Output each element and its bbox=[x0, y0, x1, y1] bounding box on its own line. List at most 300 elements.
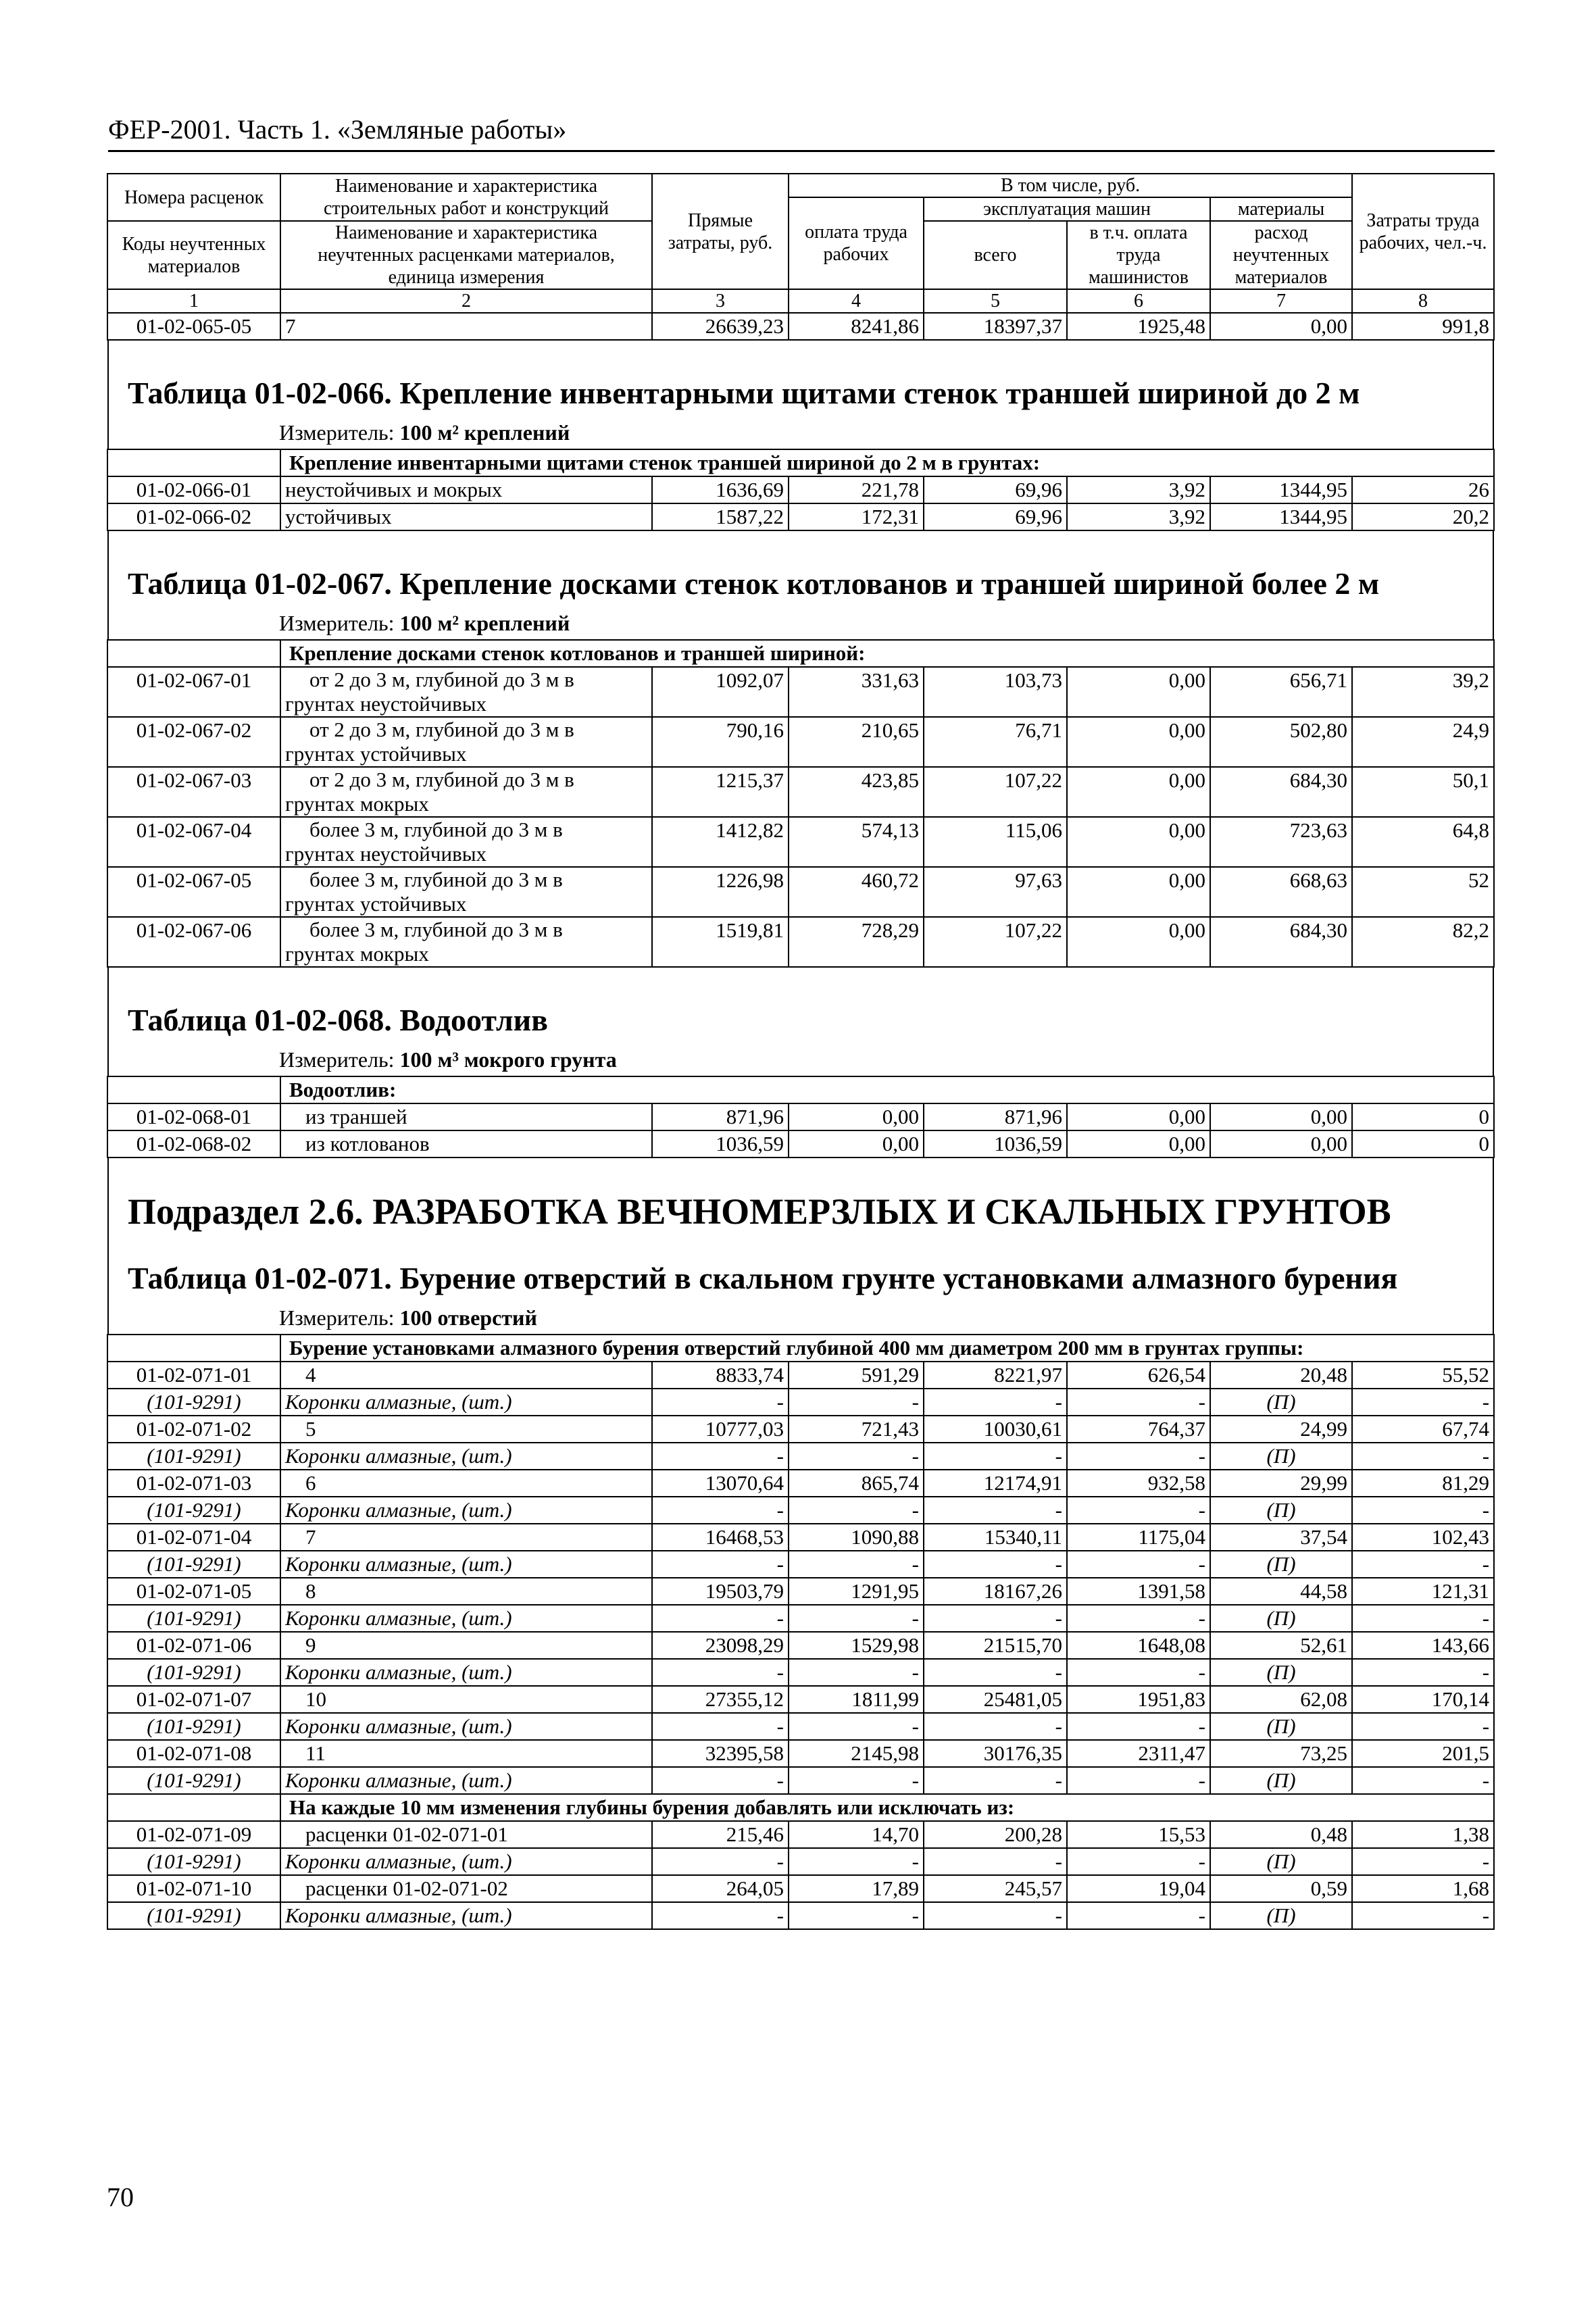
labour-hours: 39,2 bbox=[1352, 667, 1494, 717]
worker-wages: 17,89 bbox=[789, 1875, 924, 1902]
materials: 29,99 bbox=[1210, 1470, 1352, 1497]
materials: 0,00 bbox=[1210, 1130, 1352, 1158]
rate-code: 01-02-071-04 bbox=[107, 1524, 280, 1551]
table-caption: Крепление досками стенок котлованов и траншей шириной: bbox=[280, 640, 1494, 667]
worker-wages: 1529,98 bbox=[789, 1632, 924, 1659]
empty-dash: - bbox=[789, 1605, 924, 1632]
rate-code: 01-02-066-01 bbox=[107, 476, 280, 503]
material-unit: (П) bbox=[1210, 1848, 1352, 1875]
empty-dash: - bbox=[924, 1713, 1067, 1740]
column-number: 1 bbox=[107, 289, 280, 313]
operator-wages: 932,58 bbox=[1067, 1470, 1210, 1497]
table-title: Таблица 01-02-067. Крепление досками стенок котлованов и траншей шириной более 2 м bbox=[128, 566, 1380, 601]
table-title: Таблица 01-02-068. Водоотлив bbox=[128, 1003, 548, 1037]
direct-costs: 13070,64 bbox=[652, 1470, 789, 1497]
material-unit: (П) bbox=[1210, 1605, 1352, 1632]
table-071-additions bbox=[107, 1794, 1494, 1929]
materials: 668,63 bbox=[1210, 867, 1352, 917]
empty-dash: - bbox=[1352, 1902, 1494, 1929]
header-material-consumption: расход неучтенных материалов bbox=[1210, 221, 1352, 289]
table-header bbox=[107, 174, 1494, 340]
table-row bbox=[107, 917, 1494, 967]
machines-total: 69,96 bbox=[924, 476, 1067, 503]
empty-dash: - bbox=[789, 1443, 924, 1470]
table-row bbox=[107, 1875, 1494, 1902]
operator-wages: 19,04 bbox=[1067, 1875, 1210, 1902]
rate-code: 01-02-071-07 bbox=[107, 1686, 280, 1713]
empty-dash: - bbox=[789, 1497, 924, 1524]
worker-wages: 574,13 bbox=[789, 817, 924, 867]
table-row bbox=[107, 1103, 1494, 1130]
empty-dash: - bbox=[924, 1848, 1067, 1875]
table-067 bbox=[107, 530, 1494, 967]
table-row bbox=[107, 1632, 1494, 1659]
empty-dash: - bbox=[924, 1605, 1067, 1632]
empty-dash: - bbox=[789, 1848, 924, 1875]
empty-dash: - bbox=[924, 1497, 1067, 1524]
header-rate-number: Номера расценок bbox=[107, 174, 280, 221]
labour-hours: 0 bbox=[1352, 1103, 1494, 1130]
worker-wages: 8241,86 bbox=[789, 313, 924, 340]
rate-code: 01-02-068-02 bbox=[107, 1130, 280, 1158]
empty-dash: - bbox=[1352, 1551, 1494, 1578]
rate-code: 01-02-071-06 bbox=[107, 1632, 280, 1659]
header-materials: материалы bbox=[1210, 197, 1352, 221]
column-number: 8 bbox=[1352, 289, 1494, 313]
empty-dash: - bbox=[652, 1848, 789, 1875]
work-name: 7 bbox=[280, 313, 652, 340]
table-row bbox=[107, 476, 1494, 503]
empty-dash: - bbox=[789, 1551, 924, 1578]
measure-unit: Измеритель: 100 м² креплений bbox=[279, 611, 570, 635]
subsection-title: Подраздел 2.6. РАЗРАБОТКА ВЕЧНОМЕРЗЛЫХ И СКАЛЬНЫХ ГРУНТОВ bbox=[128, 1191, 1391, 1232]
work-name bbox=[280, 817, 652, 867]
material-row bbox=[107, 1443, 1494, 1470]
machines-total: 76,71 bbox=[924, 717, 1067, 767]
labour-hours: 0 bbox=[1352, 1130, 1494, 1158]
labour-hours: 26 bbox=[1352, 476, 1494, 503]
work-name: из траншей bbox=[280, 1103, 652, 1130]
operator-wages: 0,00 bbox=[1067, 867, 1210, 917]
work-name-line: грунтах неустойчивых bbox=[285, 692, 487, 716]
header-machines-total: всего bbox=[924, 221, 1067, 289]
rate-code: 01-02-068-01 bbox=[107, 1103, 280, 1130]
work-name: 11 bbox=[280, 1740, 652, 1767]
work-name bbox=[280, 867, 652, 917]
direct-costs: 16468,53 bbox=[652, 1524, 789, 1551]
empty-dash: - bbox=[1067, 1605, 1210, 1632]
empty-dash: - bbox=[1067, 1443, 1210, 1470]
table-row bbox=[107, 767, 1494, 817]
table-row bbox=[107, 503, 1494, 530]
worker-wages: 210,65 bbox=[789, 717, 924, 767]
running-head: ФЕР-2001. Часть 1. «Земляные работы» bbox=[108, 114, 567, 145]
worker-wages: 423,85 bbox=[789, 767, 924, 817]
empty-dash: - bbox=[1352, 1767, 1494, 1794]
material-row bbox=[107, 1497, 1494, 1524]
empty-dash: - bbox=[1352, 1497, 1494, 1524]
material-unit: (П) bbox=[1210, 1443, 1352, 1470]
materials: 24,99 bbox=[1210, 1416, 1352, 1443]
table-row bbox=[107, 1524, 1494, 1551]
material-name: Коронки алмазные, (шт.) bbox=[280, 1659, 652, 1686]
materials: 684,30 bbox=[1210, 917, 1352, 967]
rate-code: 01-02-067-01 bbox=[107, 667, 280, 717]
material-unit: (П) bbox=[1210, 1551, 1352, 1578]
direct-costs: 32395,58 bbox=[652, 1740, 789, 1767]
material-name: Коронки алмазные, (шт.) bbox=[280, 1713, 652, 1740]
material-code: (101-9291) bbox=[107, 1713, 280, 1740]
empty-dash: - bbox=[1067, 1659, 1210, 1686]
table-row bbox=[107, 1686, 1494, 1713]
labour-hours: 50,1 bbox=[1352, 767, 1494, 817]
material-code: (101-9291) bbox=[107, 1605, 280, 1632]
material-unit: (П) bbox=[1210, 1902, 1352, 1929]
work-name: из котлованов bbox=[280, 1130, 652, 1158]
material-row bbox=[107, 1848, 1494, 1875]
operator-wages: 1925,48 bbox=[1067, 313, 1210, 340]
empty-dash: - bbox=[789, 1659, 924, 1686]
machines-total: 245,57 bbox=[924, 1875, 1067, 1902]
material-unit: (П) bbox=[1210, 1659, 1352, 1686]
empty-dash: - bbox=[652, 1902, 789, 1929]
measure-unit: Измеритель: 100 м² креплений bbox=[279, 420, 570, 445]
work-name-line: грунтах устойчивых bbox=[285, 742, 467, 766]
direct-costs: 264,05 bbox=[652, 1875, 789, 1902]
machines-total: 107,22 bbox=[924, 767, 1067, 817]
operator-wages: 1391,58 bbox=[1067, 1578, 1210, 1605]
empty-dash: - bbox=[789, 1767, 924, 1794]
empty-dash: - bbox=[1067, 1713, 1210, 1740]
work-name-line: грунтах мокрых bbox=[285, 792, 429, 816]
empty-dash: - bbox=[1352, 1389, 1494, 1416]
page-number: 70 bbox=[107, 2182, 134, 2212]
labour-hours: 170,14 bbox=[1352, 1686, 1494, 1713]
operator-wages: 3,92 bbox=[1067, 503, 1210, 530]
material-row bbox=[107, 1767, 1494, 1794]
labour-hours: 991,8 bbox=[1352, 313, 1494, 340]
table-row bbox=[107, 1470, 1494, 1497]
header-material-names: Наименование и характеристика неучтенных расценками материалов, единица измерения bbox=[280, 221, 652, 289]
operator-wages: 2311,47 bbox=[1067, 1740, 1210, 1767]
empty-dash: - bbox=[924, 1443, 1067, 1470]
material-code: (101-9291) bbox=[107, 1443, 280, 1470]
direct-costs: 1587,22 bbox=[652, 503, 789, 530]
empty-dash: - bbox=[1067, 1767, 1210, 1794]
header-direct-costs: Прямые затраты, руб. bbox=[652, 174, 789, 289]
direct-costs: 23098,29 bbox=[652, 1632, 789, 1659]
direct-costs: 1226,98 bbox=[652, 867, 789, 917]
materials: 723,63 bbox=[1210, 817, 1352, 867]
rate-code: 01-02-071-03 bbox=[107, 1470, 280, 1497]
empty-dash: - bbox=[924, 1389, 1067, 1416]
table-068 bbox=[107, 967, 1494, 1158]
empty-dash: - bbox=[1067, 1551, 1210, 1578]
machines-total: 18397,37 bbox=[924, 313, 1067, 340]
column-number: 7 bbox=[1210, 289, 1352, 313]
machines-total: 25481,05 bbox=[924, 1686, 1067, 1713]
header-operator-wages: в т.ч. оплата труда машинистов bbox=[1067, 221, 1210, 289]
operator-wages: 0,00 bbox=[1067, 817, 1210, 867]
table-066 bbox=[107, 340, 1494, 530]
rate-code: 01-02-067-06 bbox=[107, 917, 280, 967]
worker-wages: 1811,99 bbox=[789, 1686, 924, 1713]
worker-wages: 721,43 bbox=[789, 1416, 924, 1443]
material-code: (101-9291) bbox=[107, 1389, 280, 1416]
table-row bbox=[107, 1416, 1494, 1443]
operator-wages: 15,53 bbox=[1067, 1821, 1210, 1848]
materials: 44,58 bbox=[1210, 1578, 1352, 1605]
worker-wages: 14,70 bbox=[789, 1821, 924, 1848]
worker-wages: 865,74 bbox=[789, 1470, 924, 1497]
machines-total: 200,28 bbox=[924, 1821, 1067, 1848]
operator-wages: 0,00 bbox=[1067, 917, 1210, 967]
materials: 0,48 bbox=[1210, 1821, 1352, 1848]
direct-costs: 1519,81 bbox=[652, 917, 789, 967]
empty-dash: - bbox=[652, 1497, 789, 1524]
work-name: неустойчивых и мокрых bbox=[280, 476, 652, 503]
material-name: Коронки алмазные, (шт.) bbox=[280, 1551, 652, 1578]
measure-unit: Измеритель: 100 м³ мокрого грунта bbox=[279, 1047, 617, 1072]
work-name: устойчивых bbox=[280, 503, 652, 530]
table-071 bbox=[107, 1158, 1494, 1794]
direct-costs: 790,16 bbox=[652, 717, 789, 767]
material-name: Коронки алмазные, (шт.) bbox=[280, 1767, 652, 1794]
work-name-line: от 2 до 3 м, глубиной до 3 м в bbox=[309, 768, 574, 791]
machines-total: 97,63 bbox=[924, 867, 1067, 917]
table-caption: На каждые 10 мм изменения глубины бурения добавлять или исключать из: bbox=[280, 1794, 1494, 1821]
labour-hours: 20,2 bbox=[1352, 503, 1494, 530]
work-name: 4 bbox=[280, 1362, 652, 1389]
table-caption: Водоотлив: bbox=[280, 1076, 1494, 1103]
materials: 0,00 bbox=[1210, 313, 1352, 340]
machines-total: 103,73 bbox=[924, 667, 1067, 717]
labour-hours: 67,74 bbox=[1352, 1416, 1494, 1443]
materials: 656,71 bbox=[1210, 667, 1352, 717]
work-name: расценки 01-02-071-01 bbox=[280, 1821, 652, 1848]
material-code: (101-9291) bbox=[107, 1902, 280, 1929]
direct-costs: 1412,82 bbox=[652, 817, 789, 867]
empty-dash: - bbox=[924, 1767, 1067, 1794]
empty-dash: - bbox=[789, 1713, 924, 1740]
empty-dash: - bbox=[652, 1767, 789, 1794]
worker-wages: 221,78 bbox=[789, 476, 924, 503]
direct-costs: 26639,23 bbox=[652, 313, 789, 340]
material-name: Коронки алмазные, (шт.) bbox=[280, 1848, 652, 1875]
direct-costs: 8833,74 bbox=[652, 1362, 789, 1389]
work-name-line: грунтах устойчивых bbox=[285, 892, 467, 916]
labour-hours: 52 bbox=[1352, 867, 1494, 917]
empty-dash: - bbox=[652, 1443, 789, 1470]
material-unit: (П) bbox=[1210, 1713, 1352, 1740]
material-name: Коронки алмазные, (шт.) bbox=[280, 1902, 652, 1929]
empty-dash: - bbox=[652, 1389, 789, 1416]
materials: 73,25 bbox=[1210, 1740, 1352, 1767]
rate-code: 01-02-071-02 bbox=[107, 1416, 280, 1443]
table-row bbox=[107, 867, 1494, 917]
header-material-codes: Коды неучтенных материалов bbox=[107, 221, 280, 289]
work-name-line: более 3 м, глубиной до 3 м в bbox=[309, 868, 563, 891]
table-row bbox=[107, 313, 1494, 340]
empty-dash: - bbox=[924, 1659, 1067, 1686]
machines-total: 12174,91 bbox=[924, 1470, 1067, 1497]
rate-code: 01-02-067-05 bbox=[107, 867, 280, 917]
direct-costs: 10777,03 bbox=[652, 1416, 789, 1443]
header-work-name: Наименование и характеристика строительных работ и конструкций bbox=[280, 174, 652, 221]
column-number: 3 bbox=[652, 289, 789, 313]
materials: 502,80 bbox=[1210, 717, 1352, 767]
operator-wages: 0,00 bbox=[1067, 767, 1210, 817]
table-row bbox=[107, 1130, 1494, 1158]
table-row bbox=[107, 1740, 1494, 1767]
work-name: 7 bbox=[280, 1524, 652, 1551]
work-name-line: более 3 м, глубиной до 3 м в bbox=[309, 918, 563, 941]
labour-hours: 102,43 bbox=[1352, 1524, 1494, 1551]
labour-hours: 201,5 bbox=[1352, 1740, 1494, 1767]
empty-dash: - bbox=[1067, 1902, 1210, 1929]
column-number: 5 bbox=[924, 289, 1067, 313]
rate-code: 01-02-067-03 bbox=[107, 767, 280, 817]
material-code: (101-9291) bbox=[107, 1767, 280, 1794]
empty-dash: - bbox=[924, 1551, 1067, 1578]
table-row bbox=[107, 1362, 1494, 1389]
work-name bbox=[280, 667, 652, 717]
work-name bbox=[280, 767, 652, 817]
table-row bbox=[107, 1578, 1494, 1605]
table-row bbox=[107, 667, 1494, 717]
labour-hours: 81,29 bbox=[1352, 1470, 1494, 1497]
measure-unit: Измеритель: 100 отверстий bbox=[279, 1305, 537, 1330]
empty-dash: - bbox=[1352, 1605, 1494, 1632]
table-row bbox=[107, 717, 1494, 767]
empty-dash: - bbox=[652, 1659, 789, 1686]
direct-costs: 1636,69 bbox=[652, 476, 789, 503]
empty-dash: - bbox=[789, 1389, 924, 1416]
worker-wages: 1291,95 bbox=[789, 1578, 924, 1605]
header-labour-costs: Затраты труда рабочих, чел.-ч. bbox=[1352, 174, 1494, 289]
machines-total: 107,22 bbox=[924, 917, 1067, 967]
materials: 0,00 bbox=[1210, 1103, 1352, 1130]
material-name: Коронки алмазные, (шт.) bbox=[280, 1389, 652, 1416]
empty-dash: - bbox=[1352, 1713, 1494, 1740]
direct-costs: 19503,79 bbox=[652, 1578, 789, 1605]
machines-total: 30176,35 bbox=[924, 1740, 1067, 1767]
work-name: 6 bbox=[280, 1470, 652, 1497]
operator-wages: 1648,08 bbox=[1067, 1632, 1210, 1659]
work-name: 10 bbox=[280, 1686, 652, 1713]
material-row bbox=[107, 1389, 1494, 1416]
empty-dash: - bbox=[652, 1551, 789, 1578]
labour-hours: 24,9 bbox=[1352, 717, 1494, 767]
work-name-line: от 2 до 3 м, глубиной до 3 м в bbox=[309, 668, 574, 691]
materials: 37,54 bbox=[1210, 1524, 1352, 1551]
labour-hours: 82,2 bbox=[1352, 917, 1494, 967]
labour-hours: 1,68 bbox=[1352, 1875, 1494, 1902]
column-number: 2 bbox=[280, 289, 652, 313]
empty-dash: - bbox=[1067, 1848, 1210, 1875]
materials: 62,08 bbox=[1210, 1686, 1352, 1713]
rate-code: 01-02-065-05 bbox=[107, 313, 280, 340]
rate-code: 01-02-071-10 bbox=[107, 1875, 280, 1902]
direct-costs: 871,96 bbox=[652, 1103, 789, 1130]
worker-wages: 591,29 bbox=[789, 1362, 924, 1389]
machines-total: 18167,26 bbox=[924, 1578, 1067, 1605]
direct-costs: 215,46 bbox=[652, 1821, 789, 1848]
material-unit: (П) bbox=[1210, 1497, 1352, 1524]
table-title: Таблица 01-02-071. Бурение отверстий в скальном грунте установками алмазного бурения bbox=[128, 1261, 1398, 1295]
work-name: 9 bbox=[280, 1632, 652, 1659]
worker-wages: 728,29 bbox=[789, 917, 924, 967]
work-name-line: от 2 до 3 м, глубиной до 3 м в bbox=[309, 718, 574, 741]
worker-wages: 331,63 bbox=[789, 667, 924, 717]
worker-wages: 0,00 bbox=[789, 1103, 924, 1130]
empty-dash: - bbox=[652, 1713, 789, 1740]
material-unit: (П) bbox=[1210, 1767, 1352, 1794]
table-row bbox=[107, 817, 1494, 867]
table-row bbox=[107, 1821, 1494, 1848]
labour-hours: 143,66 bbox=[1352, 1632, 1494, 1659]
machines-total: 8221,97 bbox=[924, 1362, 1067, 1389]
material-unit: (П) bbox=[1210, 1389, 1352, 1416]
header-machines: эксплуатация машин bbox=[924, 197, 1210, 221]
machines-total: 115,06 bbox=[924, 817, 1067, 867]
worker-wages: 1090,88 bbox=[789, 1524, 924, 1551]
operator-wages: 626,54 bbox=[1067, 1362, 1210, 1389]
labour-hours: 121,31 bbox=[1352, 1578, 1494, 1605]
column-number: 6 bbox=[1067, 289, 1210, 313]
header-column-numbers bbox=[107, 289, 1494, 313]
direct-costs: 27355,12 bbox=[652, 1686, 789, 1713]
header-rule bbox=[108, 150, 1495, 152]
empty-dash: - bbox=[789, 1902, 924, 1929]
rates-table bbox=[107, 173, 1495, 1930]
empty-dash: - bbox=[924, 1902, 1067, 1929]
table-title: Таблица 01-02-066. Крепление инвентарными щитами стенок траншей шириной до 2 м bbox=[128, 376, 1360, 410]
machines-total: 21515,70 bbox=[924, 1632, 1067, 1659]
labour-hours: 55,52 bbox=[1352, 1362, 1494, 1389]
operator-wages: 764,37 bbox=[1067, 1416, 1210, 1443]
work-name-line: грунтах неустойчивых bbox=[285, 842, 487, 866]
work-name bbox=[280, 717, 652, 767]
direct-costs: 1092,07 bbox=[652, 667, 789, 717]
materials: 1344,95 bbox=[1210, 503, 1352, 530]
worker-wages: 0,00 bbox=[789, 1130, 924, 1158]
operator-wages: 1951,83 bbox=[1067, 1686, 1210, 1713]
direct-costs: 1215,37 bbox=[652, 767, 789, 817]
header-worker-wages: оплата труда рабочих bbox=[789, 197, 924, 289]
rate-code: 01-02-071-08 bbox=[107, 1740, 280, 1767]
empty-dash: - bbox=[1067, 1497, 1210, 1524]
materials: 52,61 bbox=[1210, 1632, 1352, 1659]
worker-wages: 172,31 bbox=[789, 503, 924, 530]
direct-costs: 1036,59 bbox=[652, 1130, 789, 1158]
machines-total: 15340,11 bbox=[924, 1524, 1067, 1551]
operator-wages: 0,00 bbox=[1067, 667, 1210, 717]
operator-wages: 0,00 bbox=[1067, 1130, 1210, 1158]
rate-code: 01-02-071-01 bbox=[107, 1362, 280, 1389]
work-name bbox=[280, 917, 652, 967]
machines-total: 871,96 bbox=[924, 1103, 1067, 1130]
material-row bbox=[107, 1605, 1494, 1632]
price-tables bbox=[107, 173, 1493, 1930]
table-caption: Бурение установками алмазного бурения отверстий глубиной 400 мм диаметром 200 мм в грунтах группы: bbox=[280, 1335, 1494, 1362]
machines-total: 1036,59 bbox=[924, 1130, 1067, 1158]
material-code: (101-9291) bbox=[107, 1551, 280, 1578]
empty-dash: - bbox=[1352, 1848, 1494, 1875]
material-name: Коронки алмазные, (шт.) bbox=[280, 1443, 652, 1470]
operator-wages: 0,00 bbox=[1067, 717, 1210, 767]
empty-dash: - bbox=[1352, 1443, 1494, 1470]
